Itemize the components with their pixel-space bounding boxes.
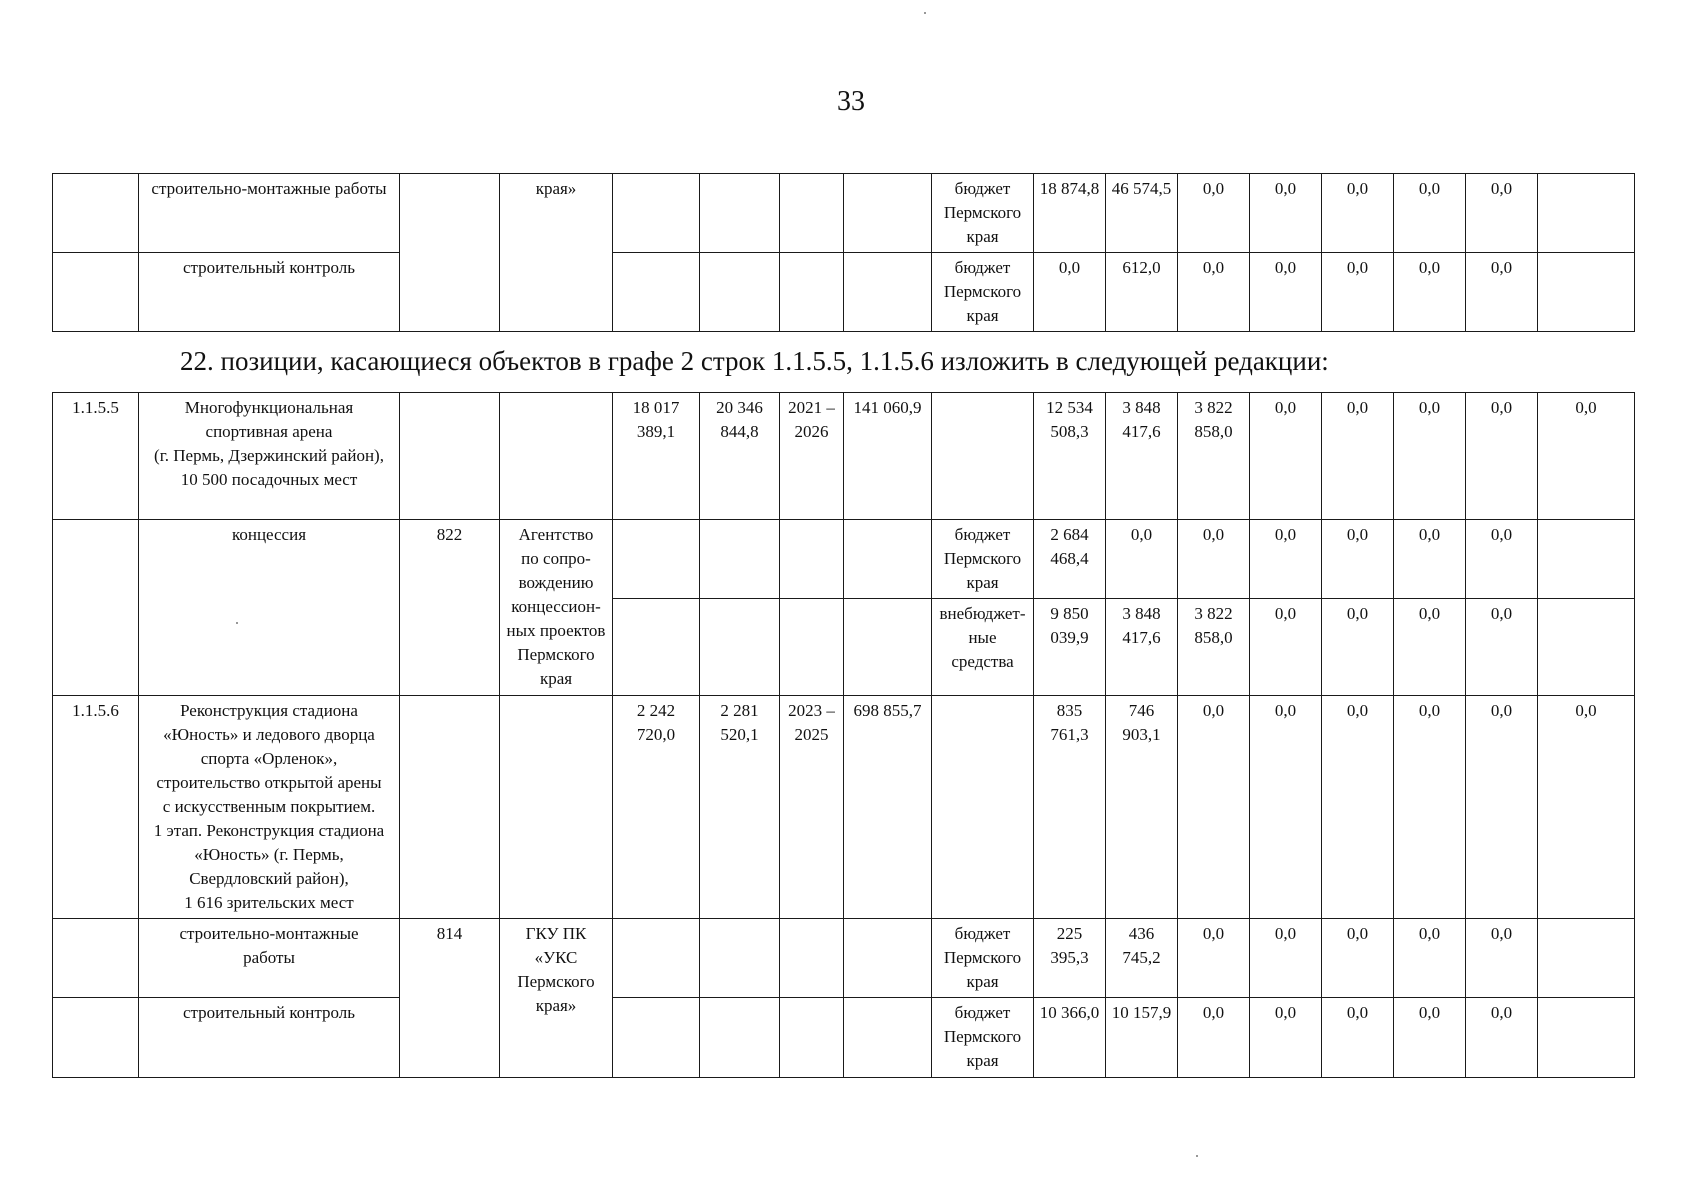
- cell-text-line: 0,0: [1346, 604, 1369, 623]
- cell-text-line: Многофункциональная: [184, 398, 354, 417]
- cell-text-line: края: [966, 1051, 999, 1070]
- table-cell: [53, 393, 139, 520]
- cell-text-line: края: [966, 972, 999, 991]
- table-cell: [844, 253, 932, 332]
- cell-text-line: 0,0: [1274, 924, 1297, 943]
- cell-text-line: строительно-монтажные работы: [151, 179, 387, 198]
- table-cell: [1250, 696, 1322, 919]
- cell-text-line: 0,0: [1274, 1003, 1297, 1022]
- cell-text-line: 039,9: [1050, 628, 1089, 647]
- table-cell: [844, 174, 932, 253]
- table-cell: [1034, 253, 1106, 332]
- table-cell: [53, 520, 139, 696]
- cell-text-line: 0,0: [1202, 924, 1225, 943]
- table-cell: [780, 393, 844, 520]
- table-row: [53, 696, 1635, 919]
- cell-text-line: 1 616 зрительских мест: [184, 893, 354, 912]
- table-cell: [1250, 919, 1322, 998]
- table-cell: [780, 919, 844, 998]
- table-cell: [1394, 599, 1466, 696]
- cell-text-line: 12 534: [1046, 398, 1093, 417]
- table-cell: [139, 520, 400, 696]
- cell-text-line: 0,0: [1575, 398, 1597, 417]
- cell-text-line: 0,0: [1346, 924, 1369, 943]
- table-cell: [1322, 253, 1394, 332]
- table-cell: [1178, 599, 1250, 696]
- table-cell: [844, 919, 932, 998]
- table-cell: [700, 919, 780, 998]
- cell-text-line: Пермского: [943, 203, 1022, 222]
- cell-text-line: (г. Пермь, Дзержинский район),: [154, 446, 384, 465]
- cell-text-line: 0,0: [1418, 604, 1441, 623]
- table-cell: [1178, 696, 1250, 919]
- table-cell: [1466, 919, 1538, 998]
- table-cell: [1538, 174, 1635, 253]
- table-cell: [139, 696, 400, 919]
- table-cell: [400, 520, 500, 696]
- cell-text-line: 0,0: [1418, 701, 1441, 720]
- cell-text-line: 417,6: [1122, 422, 1161, 441]
- cell-text-line: 0,0: [1418, 258, 1441, 277]
- cell-text-line: 2021 –: [788, 398, 835, 417]
- table-cell: [932, 253, 1034, 332]
- table-cell: [1250, 393, 1322, 520]
- table-cell: [1394, 998, 1466, 1078]
- cell-text-line: 698 855,7: [853, 701, 922, 720]
- table-cell: [1034, 599, 1106, 696]
- table-cell: [53, 998, 139, 1078]
- table-cell: [1322, 393, 1394, 520]
- table-cell: [932, 998, 1034, 1078]
- table-cell: [1322, 998, 1394, 1078]
- cell-text-line: 3 848: [1122, 398, 1161, 417]
- table-cell: [1034, 696, 1106, 919]
- cell-text-line: 0,0: [1346, 258, 1369, 277]
- cell-text-line: «УКС: [534, 948, 578, 967]
- table-cell: [932, 919, 1034, 998]
- cell-text-line: концессия: [231, 525, 307, 544]
- table-cell: [1394, 174, 1466, 253]
- table-cell: [1106, 174, 1178, 253]
- table-cell: [613, 919, 700, 998]
- cell-text-line: 0,0: [1490, 924, 1513, 943]
- table-cell: [1466, 393, 1538, 520]
- table-cell: [500, 393, 613, 520]
- cell-text-line: строительство открытой арены: [156, 773, 382, 792]
- cell-text-line: 18 874,8: [1039, 179, 1100, 198]
- table-cell: [500, 520, 613, 696]
- table-cell: [139, 998, 400, 1078]
- table-cell: [780, 520, 844, 599]
- cell-text-line: 0,0: [1490, 179, 1513, 198]
- table-cell: [1538, 919, 1635, 998]
- cell-text-line: 0,0: [1202, 525, 1225, 544]
- cell-text-line: 0,0: [1346, 398, 1369, 417]
- table-cell: [1178, 919, 1250, 998]
- table-cell: [1466, 998, 1538, 1078]
- cell-text-line: 141 060,9: [853, 398, 922, 417]
- table-cell: [400, 393, 500, 520]
- table-row: [53, 174, 1635, 253]
- cell-text-line: ных проектов: [506, 621, 606, 640]
- cell-text-line: 0,0: [1346, 525, 1369, 544]
- cell-text-line: края: [966, 227, 999, 246]
- cell-text-line: Пермского: [517, 645, 595, 664]
- cell-text-line: Агентство: [518, 525, 594, 544]
- table-cell: [780, 998, 844, 1078]
- table-cell: [1034, 520, 1106, 599]
- cell-text-line: «Юность» (г. Пермь,: [194, 845, 344, 864]
- table-cell: [1466, 696, 1538, 919]
- cell-text-line: 0,0: [1490, 701, 1513, 720]
- table-cell: [700, 696, 780, 919]
- scan-speck: [236, 622, 238, 624]
- cell-text-line: 2026: [794, 422, 829, 441]
- cell-text-line: 612,0: [1122, 258, 1161, 277]
- table-cell: [1178, 520, 1250, 599]
- cell-text-line: 1 этап. Реконструкция стадиона: [153, 821, 385, 840]
- page-number: 33: [837, 86, 865, 117]
- cell-text-line: края: [966, 573, 999, 592]
- cell-text-line: средства: [951, 652, 1014, 671]
- table-cell: [139, 919, 400, 998]
- table-cell: [613, 696, 700, 919]
- cell-text-line: 436: [1128, 924, 1155, 943]
- table-cell: [1394, 520, 1466, 599]
- table-cell: [1034, 174, 1106, 253]
- cell-text-line: 520,1: [720, 725, 759, 744]
- cell-text-line: 225: [1056, 924, 1083, 943]
- table-cell: [932, 174, 1034, 253]
- cell-text-line: 508,3: [1050, 422, 1089, 441]
- table-cell: [844, 393, 932, 520]
- cell-text-line: 46 574,5: [1111, 179, 1172, 198]
- cell-text-line: 1.1.5.5: [72, 398, 119, 417]
- table-cell: [932, 393, 1034, 520]
- table-cell: [1034, 998, 1106, 1078]
- cell-text-line: 0,0: [1202, 701, 1225, 720]
- cell-text-line: 903,1: [1122, 725, 1161, 744]
- table-cell: [1178, 998, 1250, 1078]
- cell-text-line: 2023 –: [788, 701, 835, 720]
- cell-text-line: «Юность» и ледового дворца: [163, 725, 375, 744]
- scan-speck: [1196, 1155, 1198, 1157]
- table-cell: [613, 520, 700, 599]
- table-cell: [1250, 998, 1322, 1078]
- table-cell: [1106, 998, 1178, 1078]
- cell-text-line: края»: [535, 179, 577, 198]
- table-cell: [613, 599, 700, 696]
- table-cell: [780, 174, 844, 253]
- table-cell: [1106, 696, 1178, 919]
- cell-text-line: 2 281: [720, 701, 759, 720]
- table-cell: [139, 253, 400, 332]
- cell-text-line: ГКУ ПК: [525, 924, 587, 943]
- cell-text-line: 0,0: [1274, 604, 1297, 623]
- cell-text-line: 0,0: [1418, 398, 1441, 417]
- cell-text-line: вождению: [518, 573, 594, 592]
- cell-text-line: 0,0: [1274, 258, 1297, 277]
- table-cell: [400, 174, 500, 332]
- table-row: [53, 520, 1635, 599]
- cell-text-line: Пермского: [943, 948, 1022, 967]
- cell-text-line: работы: [243, 948, 295, 967]
- table-cell: [1394, 393, 1466, 520]
- table-cell: [1178, 393, 1250, 520]
- cell-text-line: 844,8: [720, 422, 759, 441]
- cell-text-line: 0,0: [1274, 525, 1297, 544]
- table-body: [53, 393, 1635, 1078]
- table-cell: [1322, 174, 1394, 253]
- table-cell: [1394, 919, 1466, 998]
- cell-text-line: 835: [1056, 701, 1083, 720]
- table-cell: [1106, 520, 1178, 599]
- table-row: [53, 919, 1635, 998]
- table-cell: [1466, 174, 1538, 253]
- table-cell: [1322, 919, 1394, 998]
- cell-text-line: строительный контроль: [182, 258, 355, 277]
- table-cell: [700, 253, 780, 332]
- table-cell: [1250, 599, 1322, 696]
- table-cell: [1106, 393, 1178, 520]
- cell-text-line: 0,0: [1274, 701, 1297, 720]
- table-cell: [1322, 520, 1394, 599]
- cell-text-line: 1.1.5.6: [72, 701, 119, 720]
- cell-text-line: 3 822: [1194, 398, 1233, 417]
- table-cell: [1538, 253, 1635, 332]
- table-cell: [1394, 253, 1466, 332]
- cell-text-line: ные: [968, 628, 997, 647]
- table-cell: [1178, 174, 1250, 253]
- table-cell: [53, 919, 139, 998]
- table-cell: [844, 696, 932, 919]
- cell-text-line: Реконструкция стадиона: [180, 701, 358, 720]
- table-cell: [932, 696, 1034, 919]
- table-cell: [1322, 696, 1394, 919]
- table-cell: [780, 696, 844, 919]
- cell-text-line: 0,0: [1274, 398, 1297, 417]
- table-cell: [53, 253, 139, 332]
- table-cell: [1466, 520, 1538, 599]
- cell-text-line: 9 850: [1050, 604, 1089, 623]
- cell-text-line: строительно-монтажные: [179, 924, 359, 943]
- table-cell: [1106, 919, 1178, 998]
- table-cell: [500, 696, 613, 919]
- cell-text-line: концессион-: [511, 597, 601, 616]
- cell-text-line: 389,1: [636, 422, 676, 441]
- cell-text-line: 10 500 посадочных мест: [180, 470, 358, 489]
- table-cell: [1538, 599, 1635, 696]
- cell-text-line: 0,0: [1346, 701, 1369, 720]
- cell-text-line: 858,0: [1194, 422, 1233, 441]
- cell-text-line: 2 684: [1050, 525, 1089, 544]
- table-cell: [1250, 253, 1322, 332]
- table-cell: [53, 174, 139, 253]
- table-cell: [1394, 696, 1466, 919]
- cell-text-line: 0,0: [1490, 525, 1513, 544]
- cell-text-line: бюджет: [954, 924, 1011, 943]
- table-cell: [139, 174, 400, 253]
- cell-text-line: 761,3: [1050, 725, 1089, 744]
- cell-text-line: 814: [436, 924, 463, 943]
- table-cell: [1466, 253, 1538, 332]
- cell-text-line: бюджет: [954, 525, 1011, 544]
- table-cell: [613, 393, 700, 520]
- cell-text-line: 0,0: [1490, 604, 1513, 623]
- cell-text-line: 745,2: [1122, 948, 1161, 967]
- cell-text-line: 0,0: [1418, 924, 1441, 943]
- cell-text-line: Пермского: [943, 549, 1022, 568]
- table-row: [53, 253, 1635, 332]
- table-cell: [613, 253, 700, 332]
- table-cell: [53, 696, 139, 919]
- table-cell: [400, 696, 500, 919]
- cell-text-line: спортивная арена: [205, 422, 333, 441]
- cell-text-line: 0,0: [1274, 179, 1297, 198]
- table-cell: [500, 174, 613, 332]
- cell-text-line: 0,0: [1346, 179, 1369, 198]
- cell-text-line: Пермского: [943, 282, 1022, 301]
- cell-text-line: 0,0: [1575, 701, 1597, 720]
- cell-text-line: 18 017: [632, 398, 680, 417]
- table-cell: [700, 520, 780, 599]
- cell-text-line: 0,0: [1058, 258, 1081, 277]
- cell-text-line: 0,0: [1418, 179, 1441, 198]
- table-cell: [1538, 393, 1635, 520]
- cell-text-line: 10 366,0: [1039, 1003, 1100, 1022]
- cell-text-line: Пермского: [517, 972, 595, 991]
- cell-text-line: 858,0: [1194, 628, 1233, 647]
- table-cell: [1250, 520, 1322, 599]
- table-cell: [500, 919, 613, 1078]
- table-row: [53, 393, 1635, 520]
- cell-text-line: 0,0: [1130, 525, 1153, 544]
- cell-text-line: 395,3: [1050, 948, 1089, 967]
- table-cell: [780, 599, 844, 696]
- table-cell: [780, 253, 844, 332]
- table-cell: [1250, 174, 1322, 253]
- cell-text-line: 822: [436, 525, 463, 544]
- cell-text-line: 20 346: [716, 398, 763, 417]
- table-cell: [1178, 253, 1250, 332]
- table-cell: [1322, 599, 1394, 696]
- cell-text-line: 0,0: [1346, 1003, 1369, 1022]
- objects-table: [52, 392, 1635, 1078]
- table-cell: [700, 393, 780, 520]
- scan-speck: [924, 12, 926, 14]
- table-cell: [1106, 599, 1178, 696]
- cell-text-line: бюджет: [954, 258, 1011, 277]
- section-heading: 22. позиции, касающиеся объектов в графе 2 строк 1.1.5.5, 1.1.5.6 изложить в следующей редакции:: [180, 346, 1329, 376]
- table-cell: [400, 919, 500, 1078]
- table-cell: [932, 599, 1034, 696]
- table-cell: [1538, 998, 1635, 1078]
- cell-text-line: 0,0: [1490, 258, 1513, 277]
- cell-text-line: 0,0: [1202, 1003, 1225, 1022]
- table-cell: [844, 998, 932, 1078]
- cell-text-line: Пермского: [943, 1027, 1022, 1046]
- cell-text-line: 0,0: [1418, 525, 1441, 544]
- table-cell: [613, 174, 700, 253]
- table-cell: [700, 599, 780, 696]
- cell-text-line: 720,0: [636, 725, 676, 744]
- cell-text-line: 0,0: [1202, 258, 1225, 277]
- cell-text-line: 468,4: [1050, 549, 1089, 568]
- table-cell: [1538, 520, 1635, 599]
- table-body: [53, 174, 1635, 332]
- cell-text-line: спорта «Орленок»,: [200, 749, 338, 768]
- cell-text-line: 2 242: [636, 701, 676, 720]
- cell-text-line: 3 848: [1122, 604, 1161, 623]
- table-cell: [139, 393, 400, 520]
- table-row: [53, 998, 1635, 1078]
- cell-text-line: края: [539, 669, 573, 688]
- table-cell: [1466, 599, 1538, 696]
- cell-text-line: внебюджет-: [939, 604, 1026, 623]
- cell-text-line: 0,0: [1490, 398, 1513, 417]
- cell-text-line: Свердловский район),: [189, 869, 349, 888]
- table-cell: [1538, 696, 1635, 919]
- cell-text-line: по сопро-: [521, 549, 591, 568]
- table-cell: [1106, 253, 1178, 332]
- cell-text-line: бюджет: [954, 1003, 1011, 1022]
- cell-text-line: 0,0: [1202, 179, 1225, 198]
- cell-text-line: 3 822: [1194, 604, 1233, 623]
- cell-text-line: 10 157,9: [1111, 1003, 1172, 1022]
- cell-text-line: 2025: [794, 725, 829, 744]
- cell-text-line: края»: [535, 996, 577, 1015]
- table-cell: [932, 520, 1034, 599]
- cell-text-line: с искусственным покрытием.: [162, 797, 376, 816]
- cell-text-line: 417,6: [1122, 628, 1161, 647]
- table-cell: [844, 520, 932, 599]
- cell-text-line: 0,0: [1418, 1003, 1441, 1022]
- cell-text-line: 746: [1128, 701, 1155, 720]
- table-cell: [700, 174, 780, 253]
- table-cell: [1034, 919, 1106, 998]
- table-cell: [700, 998, 780, 1078]
- cell-text-line: края: [966, 306, 999, 325]
- table-cell: [1034, 393, 1106, 520]
- table-cell: [844, 599, 932, 696]
- table-cell: [613, 998, 700, 1078]
- cell-text-line: бюджет: [954, 179, 1011, 198]
- continuation-table: [52, 173, 1635, 332]
- cell-text-line: 0,0: [1490, 1003, 1513, 1022]
- cell-text-line: строительный контроль: [182, 1003, 355, 1022]
